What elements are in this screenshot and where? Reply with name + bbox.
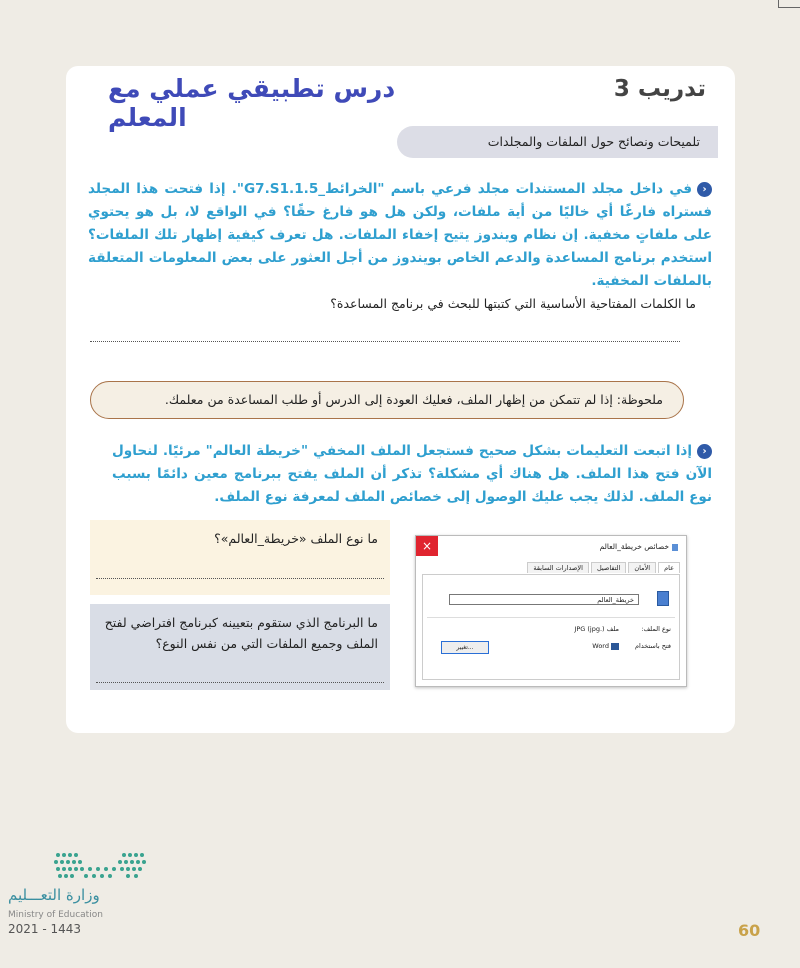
note-box: ملحوظة: إذا لم تتمكن من إظهار الملف، فعليك العودة إلى الدرس أو طلب المساعدة من معلمك. — [90, 381, 684, 419]
file-name-field[interactable]: خريطة_العالم — [449, 594, 639, 605]
paragraph-2-text: إذا اتبعت التعليمات بشكل صحيح فستجعل الملف المخفي "خريطة العالم" مرئيًا. لنحاول الآن فتح هذا الملف. هل هناك أي مشكلة؟ تذكر أن الملف يفتح ببرنامج معين دائمًا بسبب نوع الملف. لذلك يجب عليك الوصول إلى خصائص الملف لمعرفة نوع الملف. — [112, 443, 712, 505]
opens-with-label: فتح باستخدام — [635, 642, 671, 650]
answer-line[interactable] — [96, 578, 384, 579]
chevron-bullet-icon: ‹ — [697, 182, 712, 197]
opens-with-value — [592, 642, 619, 650]
dialog-title-text: خصائص خريطة_العالم — [599, 542, 669, 551]
question-file-type: ما نوع الملف «خريطة_العالم»؟ — [214, 531, 378, 546]
chevron-bullet-icon: ‹ — [697, 444, 712, 459]
academic-year: 2021 - 1443 — [8, 922, 82, 936]
close-button[interactable]: × — [416, 536, 438, 556]
ministry-name-arabic: وزارة التعـــليم — [8, 886, 100, 904]
paragraph-2 — [112, 440, 712, 509]
image-file-icon — [657, 591, 669, 606]
question-default-program: ما البرنامج الذي ستقوم بتعيينه كبرنامج افتراضي لفتح الملف وجميع الملفات التي من نفس النوع؟ — [104, 615, 378, 651]
file-type-label: نوع الملف: — [641, 625, 671, 633]
tab-security[interactable]: الأمان — [628, 562, 656, 573]
answer-line[interactable] — [90, 341, 680, 342]
change-button[interactable]: تغيير... — [441, 641, 489, 654]
ministry-logo-icon — [50, 849, 150, 883]
question-default-program-box — [90, 604, 390, 690]
file-type-value: ملف JPG (jpg.) — [574, 625, 619, 633]
ministry-name-english: Ministry of Education — [8, 910, 103, 920]
dialog-tabs — [527, 562, 680, 573]
question-keywords: ما الكلمات المفتاحية الأساسية التي كتبتها للبحث في برنامج المساعدة؟ — [330, 296, 696, 311]
page-number: 60 — [738, 921, 761, 940]
dialog-title — [600, 542, 678, 551]
tips-title: تلميحات ونصائح حول الملفات والمجلدات — [397, 126, 718, 158]
divider — [427, 617, 675, 618]
opens-with-app: Word — [592, 642, 609, 650]
paragraph-1-text: في داخل مجلد المستندات مجلد فرعي باسم "الخرائط_G7.S1.1.5". إذا فتحت هذا المجلد فستراه فارغًا أي خاليًا من أية ملفات، ولكن هل هو فارغ حقًا؟ في الواقع لا، بل هو يحتوي على ملفاتٍ مخفية. إن نظام ويندوز يتيح إخفاء الملفات. هل تعرف كيفية إظهار تلك الملفات؟ استخدم برنامج المساعدة والدعم الخاص بويندوز من أجل العثور على بعض المعلومات المتعلقة بالملفات المخفية. — [88, 181, 712, 289]
tab-details[interactable]: التفاصيل — [591, 562, 626, 573]
word-icon — [611, 643, 619, 650]
dialog-body — [422, 574, 680, 680]
tab-previous-versions[interactable]: الإصدارات السابقة — [527, 562, 589, 573]
crop-mark — [778, 7, 800, 8]
exercise-label: تدريب 3 — [613, 76, 706, 102]
answer-line[interactable] — [96, 682, 384, 683]
file-icon — [672, 544, 678, 551]
question-file-type-box — [90, 520, 390, 595]
paragraph-1 — [88, 178, 712, 293]
properties-dialog — [415, 535, 687, 687]
lesson-title: درس تطبيقي عملي مع المعلم — [108, 74, 396, 132]
tab-general[interactable]: عام — [658, 562, 680, 573]
